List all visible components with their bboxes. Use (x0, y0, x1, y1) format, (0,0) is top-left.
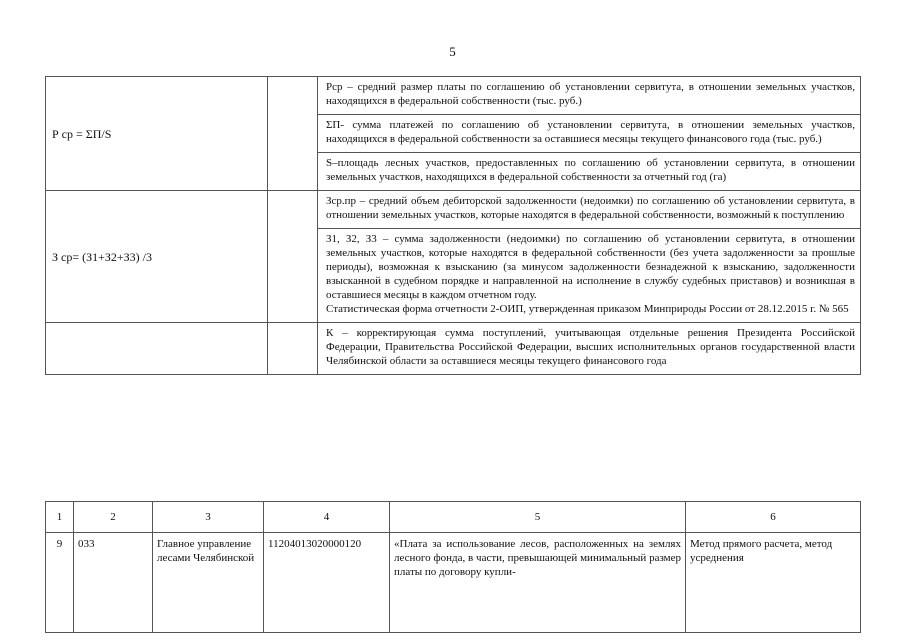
desc-sum-payments: ΣП- сумма платежей по соглашению об установлении сервитута, в отношении земельных участков, находящихся в федеральной собственности за оставшиеся месяцы текущего финансового года (тыс. руб.) (318, 115, 861, 153)
header-cell: 6 (686, 502, 861, 533)
table-row (46, 533, 861, 633)
empty-cell (268, 191, 318, 323)
desc-avg-debt: Зср.пр – средний объем дебиторской задолженности (недоимки) по соглашению об установлении сервитута, в отношении земельных участков, которые находятся в федеральной собственности, возможный к поступлению (318, 191, 861, 229)
header-cell: 5 (390, 502, 686, 533)
formula-table (45, 76, 861, 375)
admin-name: Главное управление лесами Челябинской (153, 533, 264, 633)
formula-avg-payment: Р ср = ΣП/S (46, 77, 268, 191)
header-cell: 4 (264, 502, 390, 533)
desc-avg-payment: Рср – средний размер платы по соглашению об установлении сервитута, в отношении земельных участков, находящихся в федеральной собственности (тыс. руб.) (318, 77, 861, 115)
admin-code: 033 (74, 533, 153, 633)
desc-debt-sums-note: Статистическая форма отчетности 2-ОИП, утвержденная приказом Минприроды России от 28.12.2015 г. № 565 (326, 303, 849, 315)
revenue-code: 11204013020000120 (264, 533, 390, 633)
main-table (45, 501, 861, 633)
desc-debt-sums (318, 229, 861, 323)
header-cell: 3 (153, 502, 264, 533)
empty-cell (268, 323, 318, 375)
desc-area: S–площадь лесных участков, предоставленных по соглашению об установлении сервитута, в отношении земельных участков, находящихся в федеральной собственности за отчетный год (га) (318, 153, 861, 191)
revenue-name: «Плата за использование лесов, расположенных на землях лесного фонда, в части, превышающей минимальный размер платы по договору купли- (390, 533, 686, 633)
formula-avg-debt: З ср= (З1+З2+З3) /3 (46, 191, 268, 323)
desc-debt-sums-text: З1, З2, З3 – сумма задолженности (недоимки) по соглашению об установлении сервитута, в отношении земельных участков, которые находятся в федеральной собственности (без учета задолженности за прошлые периоды), возможная к взысканию (за минусом задолженности безнадежной к взысканию, задолженности взысканной в судебном порядке и направленной на исполнение в службу судебных приставов) и возникшая в оставшиеся месяцы в каждом отчетном году. (326, 233, 855, 301)
desc-correction: К – корректирующая сумма поступлений, учитывающая отдельные решения Президента Российской Федерации, Правительства Российской Федерации, высших исполнительных органов государственной власти Челябинской области за оставшиеся месяцы текущего финансового года (318, 323, 861, 375)
empty-cell (268, 77, 318, 191)
header-row (46, 502, 861, 533)
header-cell: 1 (46, 502, 74, 533)
method: Метод прямого расчета, метод усреднения (686, 533, 861, 633)
row-number: 9 (46, 533, 74, 633)
header-cell: 2 (74, 502, 153, 533)
empty-cell (46, 323, 268, 375)
page-number: 5 (449, 44, 456, 59)
